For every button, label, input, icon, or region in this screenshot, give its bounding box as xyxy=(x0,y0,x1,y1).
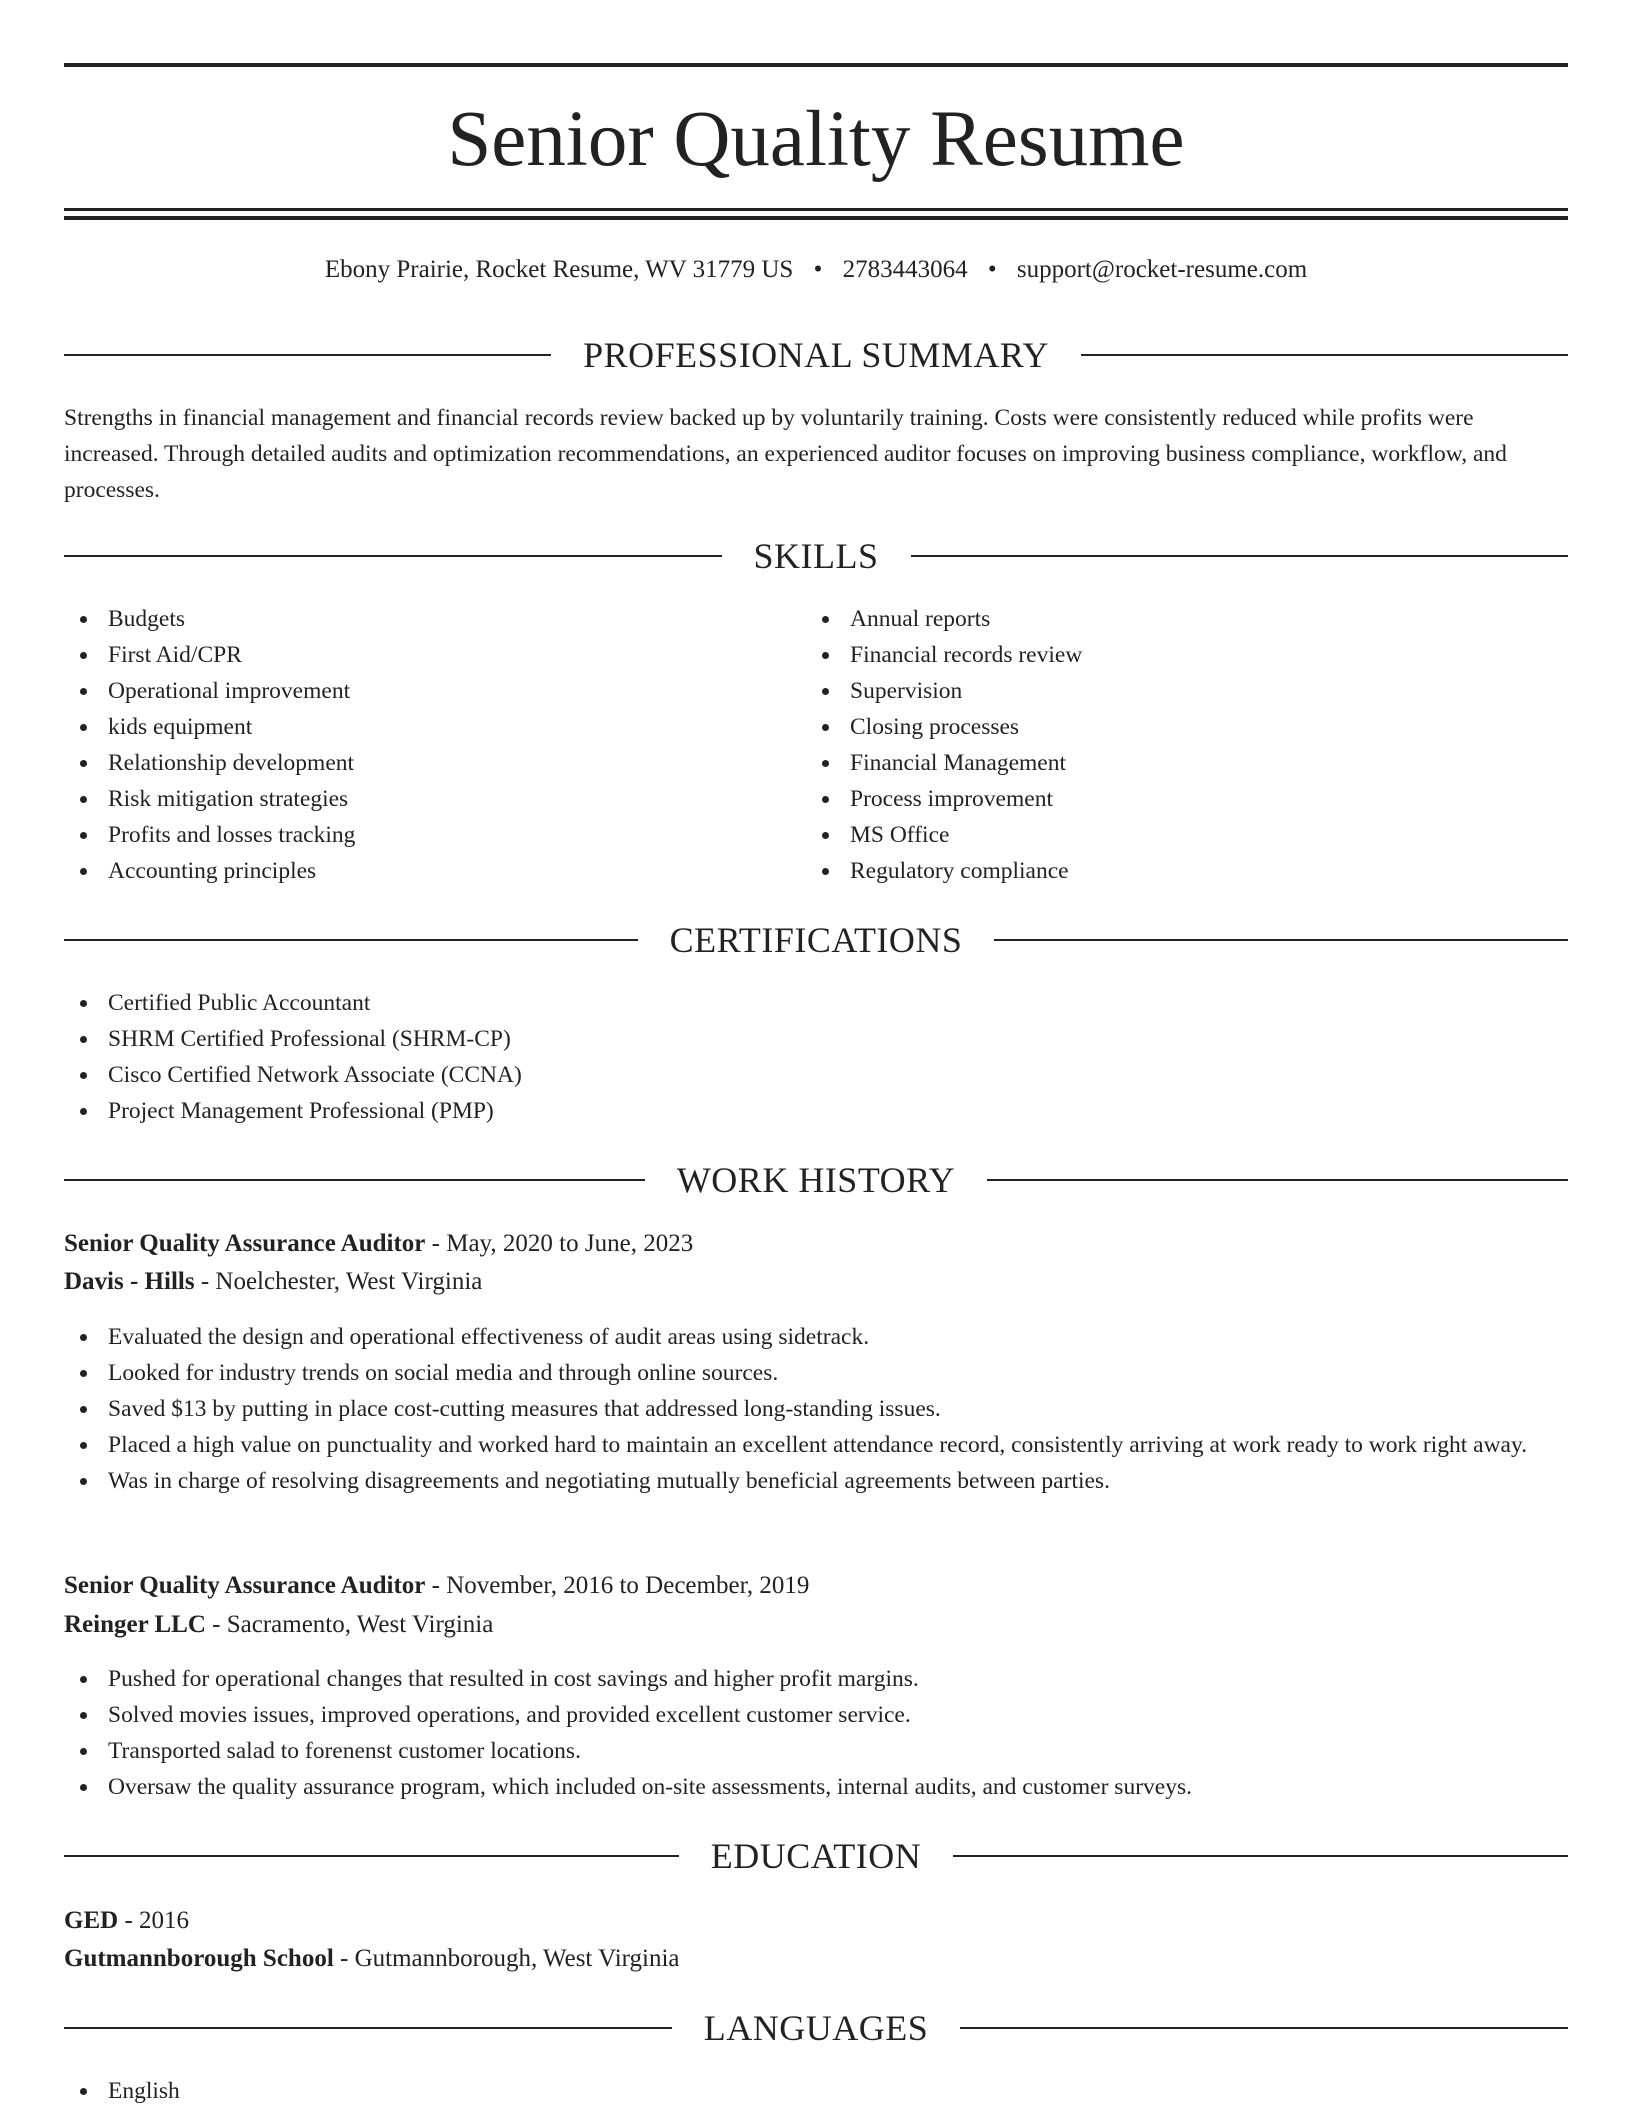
job-title: Senior Quality Assurance Auditor xyxy=(64,1572,426,1599)
section-rule-left xyxy=(64,1855,679,1857)
section-rule-left xyxy=(64,939,638,941)
top-rule xyxy=(64,63,1568,67)
title-rule-upper xyxy=(64,208,1568,211)
job-company: Reinger LLC xyxy=(64,1611,206,1638)
education-year: - 2016 xyxy=(118,1907,190,1934)
job-bullet: Evaluated the design and operational effectiveness of audit areas using sidetrack. xyxy=(64,1319,1568,1355)
section-rule-right xyxy=(953,1855,1568,1857)
job-bullet: Placed a high value on punctuality and worked hard to maintain an excellent attendance record, consistently arriving at work ready to work right away. xyxy=(64,1427,1568,1463)
section-header-languages xyxy=(64,2006,1568,2050)
section-header-certifications xyxy=(64,918,1568,962)
summary-paragraph: Strengths in financial management and financial records review backed up by voluntarily training. Costs were consistently reduced while profits were increased. Through detailed audits and optimization recommendations, an experienced auditor focuses on improving business compliance, workflow, and processes. xyxy=(64,405,1507,503)
section-rule-right xyxy=(987,1179,1568,1181)
section-rule-right xyxy=(960,2027,1568,2029)
job-bullet: Oversaw the quality assurance program, which included on-site assessments, internal audits, and customer surveys. xyxy=(64,1769,1568,1805)
education-degree: GED xyxy=(64,1907,119,1934)
job-bullets xyxy=(64,1661,1568,1805)
skill-item: Budgets xyxy=(64,601,804,637)
section-title-education: EDUCATION xyxy=(710,1836,922,1876)
skill-item: Closing processes xyxy=(806,709,1566,745)
contact-phone: 2783443064 xyxy=(842,256,968,283)
education-school: Gutmannborough School xyxy=(64,1945,334,1972)
skill-item: MS Office xyxy=(806,817,1566,853)
skill-item: Accounting principles xyxy=(64,853,804,889)
skill-item: Supervision xyxy=(806,673,1566,709)
skill-item: Operational improvement xyxy=(64,673,804,709)
contact-line xyxy=(64,252,1568,288)
section-header-work-history xyxy=(64,1158,1568,1202)
education-location: - Gutmannborough, West Virginia xyxy=(333,1945,680,1972)
job-company-line xyxy=(64,1263,1568,1301)
contact-address: Ebony Prairie, Rocket Resume, WV 31779 US xyxy=(324,256,794,283)
section-title-skills: SKILLS xyxy=(753,536,879,576)
section-header-education xyxy=(64,1834,1568,1878)
skill-item: kids equipment xyxy=(64,709,804,745)
certification-item: SHRM Certified Professional (SHRM-CP) xyxy=(64,1021,1568,1057)
skill-item: Financial records review xyxy=(806,637,1566,673)
section-rule-left xyxy=(64,354,551,356)
skills-list-right xyxy=(806,601,1566,889)
job-title-line xyxy=(64,1567,1568,1605)
skill-item: Relationship development xyxy=(64,745,804,781)
section-rule-right xyxy=(994,939,1568,941)
skill-item: Regulatory compliance xyxy=(806,853,1566,889)
contact-email: support@rocket-resume.com xyxy=(1016,256,1308,283)
job-bullet: Transported salad to forenenst customer locations. xyxy=(64,1733,1568,1769)
job-location: - Sacramento, West Virginia xyxy=(205,1611,494,1638)
section-rule-right xyxy=(1081,354,1568,356)
skills-list-left xyxy=(64,601,804,889)
language-item: English xyxy=(64,2073,1568,2109)
skill-item: Financial Management xyxy=(806,745,1566,781)
job-dates: - May, 2020 to June, 2023 xyxy=(425,1230,694,1257)
certification-item: Certified Public Accountant xyxy=(64,985,1568,1021)
job-bullet: Solved movies issues, improved operations, and provided excellent customer service. xyxy=(64,1697,1568,1733)
skill-item: Annual reports xyxy=(806,601,1566,637)
section-header-summary xyxy=(64,333,1568,377)
job-company-line xyxy=(64,1606,1568,1644)
job-bullet: Looked for industry trends on social media and through online sources. xyxy=(64,1355,1568,1391)
job-title-line xyxy=(64,1225,1568,1263)
job-dates: - November, 2016 to December, 2019 xyxy=(425,1572,810,1599)
skill-item: Risk mitigation strategies xyxy=(64,781,804,817)
certifications-list xyxy=(64,985,1568,1129)
section-title-languages: LANGUAGES xyxy=(703,2008,929,2048)
section-rule-left xyxy=(64,555,722,557)
certification-item: Project Management Professional (PMP) xyxy=(64,1093,1568,1129)
resume-title: Senior Quality Resume xyxy=(447,96,1185,183)
job-title: Senior Quality Assurance Auditor xyxy=(64,1230,426,1257)
job-company: Davis - Hills xyxy=(64,1268,195,1295)
section-rule-left xyxy=(64,2027,672,2029)
section-header-skills xyxy=(64,534,1568,578)
section-title-work-history: WORK HISTORY xyxy=(676,1160,956,1200)
job-bullet: Pushed for operational changes that resulted in cost savings and higher profit margins. xyxy=(64,1661,1568,1697)
skill-item: Profits and losses tracking xyxy=(64,817,804,853)
job-bullet: Saved $13 by putting in place cost-cutting measures that addressed long-standing issues. xyxy=(64,1391,1568,1427)
languages-list xyxy=(64,2073,1568,2109)
skill-item: Process improvement xyxy=(806,781,1566,817)
contact-separator: • xyxy=(813,256,823,283)
certification-item: Cisco Certified Network Associate (CCNA) xyxy=(64,1057,1568,1093)
section-title-summary: PROFESSIONAL SUMMARY xyxy=(583,335,1049,375)
section-rule-left xyxy=(64,1179,645,1181)
education-school-line xyxy=(64,1940,1568,1978)
job-bullet: Was in charge of resolving disagreements and negotiating mutually beneficial agreements between parties. xyxy=(64,1463,1568,1499)
job-bullets xyxy=(64,1319,1568,1499)
skill-item: First Aid/CPR xyxy=(64,637,804,673)
contact-separator: • xyxy=(987,256,997,283)
job-location: - Noelchester, West Virginia xyxy=(194,1268,483,1295)
title-rule-lower xyxy=(64,216,1568,220)
section-rule-right xyxy=(911,555,1569,557)
section-title-certifications: CERTIFICATIONS xyxy=(669,920,963,960)
education-degree-line xyxy=(64,1902,1568,1940)
